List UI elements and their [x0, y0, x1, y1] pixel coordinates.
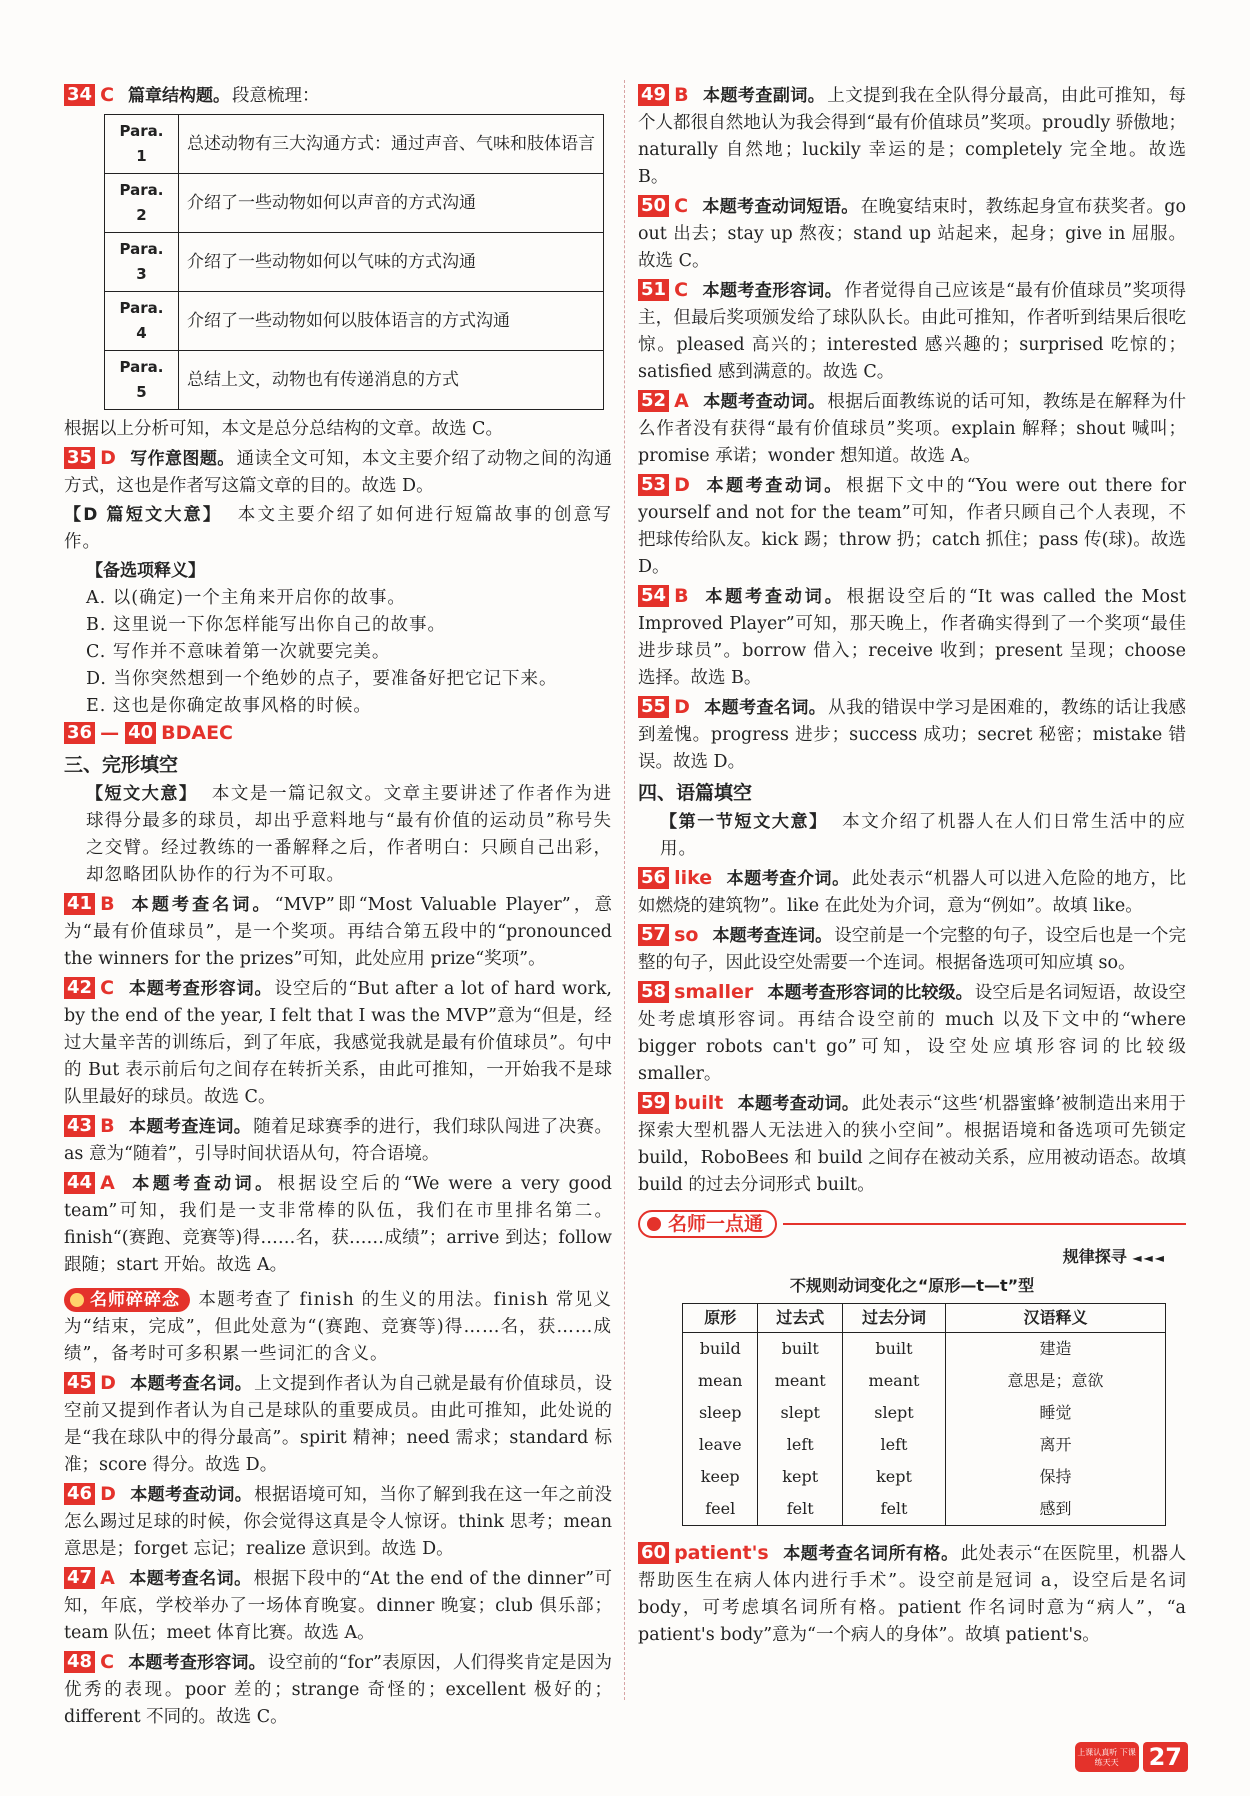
para-label: Para. 2	[105, 174, 179, 233]
question-type: 本题考查名词。	[703, 698, 827, 718]
answer-letter: C	[100, 977, 115, 999]
answer-letter: D	[674, 696, 690, 718]
question-number: 54	[638, 585, 669, 607]
answer-letter: C	[100, 1651, 115, 1673]
answer-45	[64, 1370, 612, 1479]
answer-34	[64, 82, 612, 110]
explanation: 随着足球赛季的进行，我们球队闯进了决赛。as 意为“随着”，引导时间状语从句，符合语境。	[64, 1117, 613, 1164]
page-footer	[1075, 1742, 1188, 1772]
table-cell: meant	[758, 1365, 843, 1397]
answer-letter: B	[100, 1115, 115, 1137]
para-summary: 介绍了一些动物如何以气味的方式沟通	[179, 233, 604, 292]
question-type: 本题考查动词。	[128, 1174, 276, 1194]
para-label: Para. 5	[105, 351, 179, 410]
question-number: 36	[64, 722, 95, 744]
explanation: 通读全文可知，本文主要介绍了动物之间的沟通方式，这也是作者写这篇文章的目的。故选 D。	[64, 449, 613, 496]
teacher-avatar-icon	[647, 1217, 661, 1231]
options-title: 【备选项释义】	[86, 561, 205, 581]
answer-50	[638, 193, 1186, 275]
answer-letter: C	[674, 279, 689, 301]
table-row	[683, 1397, 1166, 1429]
grammar-fill-summary	[638, 809, 1186, 863]
explanation: 设空后的“But after a lot of hard work, by the end of the year, I felt that I was the MVP”意为“但是，经过大量辛苦的训练后，到了年底，我感觉我就是最有价值球员”。句中的 But 表示前后句之间存在转折关系，由此可推知，一开始我不是球队里最好的球员。故选 C。	[64, 979, 612, 1107]
question-type: 本题考查名词。	[128, 1569, 252, 1589]
teacher-tip	[64, 1287, 612, 1368]
option-translations	[64, 558, 612, 720]
answer-46	[64, 1481, 612, 1563]
question-number: 60	[638, 1542, 669, 1564]
answer-letter: D	[674, 474, 690, 496]
question-type: 本题考查动词。	[702, 587, 845, 607]
para-label: Para. 1	[105, 115, 179, 174]
table-cell: left	[842, 1429, 945, 1461]
table-row	[683, 1365, 1166, 1397]
explanation: 上文提到我在全队得分最高，由此可推知，每个人都很自然地认为我会得到“最有价值球员”奖项。proudly 骄傲地；naturally 自然地；luckily 幸运的是；completely 完全地。故选 B。	[638, 86, 1187, 187]
passage-d-summary	[64, 502, 612, 556]
tip-text: 本题考查了 finish 的生义的用法。finish 常见义为“结束，完成”，但此处意为“(赛跑、竞赛等)得……名，获……成绩”，备考时可多积累一些词汇的含义。	[64, 1290, 612, 1364]
question-number: 42	[64, 977, 95, 999]
answer-57	[638, 922, 1186, 977]
table-cell: kept	[842, 1461, 945, 1493]
section-title: 三、完形填空	[64, 754, 179, 776]
explanation: 根据下段中的“At the end of the dinner”可知，年底，学校举办了一场体育晚宴。dinner 晚宴；club 俱乐部；team 队伍；meet 体育比赛。故选 A。	[64, 1569, 613, 1643]
question-type: 本题考查动词短语。	[702, 197, 859, 217]
question-type: 本题考查名词。	[128, 895, 273, 915]
summary-title: 【第一节短文大意】	[660, 812, 828, 832]
explanation: 根据语境可知，当你了解到我在这一年之前没怎么踢过足球的时候，你会觉得这真是令人惊讶。think 思考；mean 意思是；forget 忘记；realize 意识到。故选 D。	[64, 1485, 613, 1559]
summary-text: 本文是一篇记叙文。文章主要讲述了作者作为进球得分最多的球员，却出乎意料地与“最有价值的运动员”称号失之交臂。经过教练的一番解释之后，作者明白：只顾自己出彩，却忽略团队协作的行为不可取。	[86, 784, 612, 885]
explanation: 从我的错误中学习是困难的，教练的话让我感到羞愧。progress 进步；success 成功；secret 秘密；mistake 错误。故选 D。	[638, 698, 1187, 772]
table-cell: feel	[683, 1493, 758, 1526]
tip-tag-label: 名师碎碎念	[90, 1290, 180, 1310]
explanation: 设空前是一个完整的句子，设空后也是一个完整的句子，因此设空处需要一个连词。根据备选项可知应填 so。	[638, 926, 1187, 973]
question-type: 本题考查动词。	[737, 1094, 860, 1114]
table-cell: 意思是；意欲	[946, 1365, 1166, 1397]
answer-35	[64, 445, 612, 500]
explanation: 设空后是名词短语，故设空处考虑填形容词。再结合设空前的 much 以及下文中的“where bigger robots can't go”可知，设空处应填形容词的比较级 smaller。	[638, 983, 1187, 1084]
answer-word: smaller	[674, 981, 754, 1003]
answer-letter: A	[674, 390, 689, 412]
para-summary: 总述动物有三大沟通方式：通过声音、气味和肢体语言	[179, 115, 604, 174]
question-number: 58	[638, 981, 669, 1003]
question-type: 本题考查动词。	[703, 476, 844, 496]
explanation: 段意梳理：	[232, 86, 320, 106]
question-number: 45	[64, 1372, 95, 1394]
para-label: Para. 4	[105, 292, 179, 351]
question-type: 本题考查名词所有格。	[782, 1544, 959, 1564]
question-number: 46	[64, 1483, 95, 1505]
answer-word: like	[674, 867, 713, 889]
table-cell: 睡觉	[946, 1397, 1166, 1429]
summary-title: 【D 篇短文大意】	[64, 505, 223, 525]
table-cell: kept	[758, 1461, 843, 1493]
explanation: “MVP”即“Most Valuable Player”，意为“最有价值球员”，是一个奖项。再结合第五段中的“pronounced the winners for the prizes”可知，此处应用 prize“奖项”。	[64, 895, 613, 969]
table-cell: build	[683, 1333, 758, 1366]
column-header: 原形	[683, 1304, 758, 1333]
answer-44	[64, 1170, 612, 1279]
para-summary: 总结上文，动物也有传递消息的方式	[179, 351, 604, 410]
left-column	[64, 82, 612, 1733]
question-type: 本题考查形容词。	[128, 1653, 266, 1673]
column-header: 汉语释义	[946, 1304, 1166, 1333]
question-number: 44	[64, 1172, 95, 1194]
table-row	[105, 233, 604, 292]
table-cell: 离开	[946, 1429, 1166, 1461]
question-type: 篇章结构题。	[128, 86, 231, 106]
table-cell: meant	[842, 1365, 945, 1397]
teacher-note-banner	[638, 1209, 1186, 1239]
question-type: 本题考查形容词。	[128, 979, 273, 999]
question-number: 43	[64, 1115, 95, 1137]
answer-54	[638, 583, 1186, 692]
range-dash: —	[100, 722, 120, 744]
column-header: 过去分词	[842, 1304, 945, 1333]
banner-line	[783, 1223, 1186, 1225]
question-number: 57	[638, 924, 669, 946]
table-cell: built	[758, 1333, 843, 1366]
explanation: 根据设空后的“We were a very good team”可知，我们是一支非常棒的队伍，我们在市里排名第二。finish“(赛跑、竞赛等)得……名，获……成绩”；arrive 到达；follow 跟随；start 开始。故选 A。	[64, 1174, 613, 1275]
answer-53	[638, 472, 1186, 581]
option-item: C. 写作并不意味着第一次就要完美。	[86, 642, 391, 662]
explanation: 设空前的“for”表原因，人们得奖肯定是因为优秀的表现。poor 差的；strange 奇怪的；excellent 极好的；different 不同的。故选 C。	[64, 1653, 613, 1727]
answer-59	[638, 1090, 1186, 1199]
answer-word: built	[674, 1092, 724, 1114]
cloze-summary	[64, 781, 612, 889]
question-number: 56	[638, 867, 669, 889]
answer-letter: B	[674, 585, 689, 607]
explanation: 根据下文中的“You were out there for yourself and not for the team”可知，作者只顾自己个人表现，不把球传给队友。kick 踢；throw 扔；catch 抓住；pass 传(球)。故选 D。	[638, 476, 1186, 577]
question-type: 本题考查动词。	[129, 1485, 253, 1505]
table-row	[683, 1493, 1166, 1526]
explanation: 在晚宴结束时，教练起身宣布获奖者。go out 出去；stay up 熬夜；stand up 站起来，起身；give in 屈服。故选 C。	[638, 197, 1186, 271]
page-number: 27	[1143, 1742, 1188, 1772]
answer-58	[638, 979, 1186, 1088]
explanation: 根据后面教练说的话可知，教练是在解释为什么作者没有获得“最有价值球员”奖项。explain 解释；shout 喊叫；promise 承诺；wonder 想知道。故选 A。	[638, 392, 1187, 466]
tip-tag	[64, 1288, 190, 1312]
answer-36-40	[64, 720, 612, 748]
answer-letter: B	[674, 84, 689, 106]
question-type: 本题考查介词。	[726, 869, 850, 889]
summary-text: 本文主要介绍了如何进行短篇故事的创意写作。	[64, 505, 612, 552]
table-cell: built	[842, 1333, 945, 1366]
option-item: A. 以(确定)一个主角来开启你的故事。	[86, 588, 406, 608]
answer-word: patient's	[674, 1542, 769, 1564]
answer-letters: BDAEC	[161, 722, 234, 744]
para-summary: 介绍了一些动物如何以肢体语言的方式沟通	[179, 292, 604, 351]
answer-60	[638, 1540, 1186, 1649]
answer-52	[638, 388, 1186, 470]
rule-label: 规律探寻	[1062, 1247, 1127, 1266]
question-number: 34	[64, 84, 95, 106]
answer-47	[64, 1565, 612, 1647]
section-title: 四、语篇填空	[638, 782, 753, 804]
explanation: 此处表示“在医院里，机器人帮助医生在病人体内进行手术”。设空前是冠词 a，设空后是名词 body，可考虑填名词所有格。patient 作名词时意为“病人”，“a patient's body”意为“一个病人的身体”。故填 patient's。	[638, 1544, 1186, 1645]
question-number: 47	[64, 1567, 95, 1589]
explanation: 此处表示“机器人可以进入危险的地方，比如燃烧的建筑物”。like 在此处为介词，意为“例如”。故填 like。	[638, 869, 1187, 916]
table-cell: felt	[842, 1493, 945, 1526]
table-cell: mean	[683, 1365, 758, 1397]
question-type: 本题考查连词。	[128, 1117, 252, 1137]
answer-letter: B	[100, 893, 115, 915]
para-label: Para. 3	[105, 233, 179, 292]
irregular-verb-table	[682, 1303, 1166, 1526]
question-number: 59	[638, 1092, 669, 1114]
table-cell: leave	[683, 1429, 758, 1461]
teacher-note-tag	[638, 1210, 777, 1238]
question-type: 本题考查形容词的比较级。	[767, 983, 973, 1003]
summary-title: 【短文大意】	[86, 784, 198, 804]
answer-43	[64, 1113, 612, 1168]
table-row	[683, 1333, 1166, 1366]
paragraph-table	[104, 114, 604, 410]
question-number: 51	[638, 279, 669, 301]
answer-letter: C	[100, 84, 115, 106]
table-cell: slept	[758, 1397, 843, 1429]
question-number: 52	[638, 390, 669, 412]
answer-34-conclusion: 根据以上分析可知，本文是总分总结构的文章。故选 C。	[64, 419, 503, 439]
table-cell: slept	[842, 1397, 945, 1429]
option-item: B. 这里说一下你怎样能写出你自己的故事。	[86, 615, 446, 635]
answer-letter: C	[674, 195, 689, 217]
column-header: 过去式	[758, 1304, 843, 1333]
question-number: 35	[64, 447, 95, 469]
table-cell: sleep	[683, 1397, 758, 1429]
question-type: 本题考查连词。	[712, 926, 833, 946]
question-number: 41	[64, 893, 95, 915]
teacher-note-label: 名师一点通	[668, 1213, 764, 1235]
brand-logo: 上课认真听 下课练天天	[1075, 1742, 1139, 1772]
answer-48	[64, 1649, 612, 1731]
answer-56	[638, 865, 1186, 920]
question-number: 53	[638, 474, 669, 496]
table-row	[105, 351, 604, 410]
question-number: 55	[638, 696, 669, 718]
answer-55	[638, 694, 1186, 776]
table-row	[683, 1429, 1166, 1461]
table-cell: felt	[758, 1493, 843, 1526]
answer-42	[64, 975, 612, 1111]
explanation: 此处表示“这些‘机器蜜蜂’被制造出来用于探索大型机器人无法进入的狭小空间”。根据语境和备选项可先锁定 build，RoboBees 和 build 之间存在被动关系，应用被动语态。故填 build 的过去分词形式 built。	[638, 1094, 1186, 1195]
table-cell: 建造	[946, 1333, 1166, 1366]
explanation: 上文提到作者认为自己就是最有价值球员，设空前又提到作者认为自己是球队的重要成员。由此可推知，此处说的是“我在球队中的得分最高”。spirit 精神；need 需求；standard 标准；score 得分。故选 D。	[64, 1374, 613, 1475]
question-type: 本题考查动词。	[702, 392, 826, 412]
table-row	[105, 174, 604, 233]
table-row	[683, 1461, 1166, 1493]
question-type: 本题考查形容词。	[702, 281, 843, 301]
table-cell: left	[758, 1429, 843, 1461]
table-row	[105, 292, 604, 351]
column-divider	[624, 80, 625, 1700]
answer-51	[638, 277, 1186, 386]
question-number: 50	[638, 195, 669, 217]
verb-table-title: 不规则动词变化之“原形—t—t”型	[789, 1276, 1035, 1295]
teacher-avatar-icon	[70, 1293, 84, 1307]
option-item: E. 这也是你确定故事风格的时候。	[86, 696, 372, 716]
table-header	[683, 1304, 1166, 1333]
para-summary: 介绍了一些动物如何以声音的方式沟通	[179, 174, 604, 233]
table-cell: 感到	[946, 1493, 1166, 1526]
explanation: 根据设空后的“It was called the Most Improved Player”可知，那天晚上，作者确实得到了一个奖项“最佳进步球员”。borrow 借入；receive 收到；present 呈现；choose 选择。故选 B。	[638, 587, 1187, 688]
summary-text: 本文介绍了机器人在人们日常生活中的应用。	[660, 812, 1186, 859]
answer-word: so	[674, 924, 699, 946]
arrow-left-icon: ◄◄◄	[1132, 1251, 1166, 1265]
explanation: 作者觉得自己应该是“最有价值球员”奖项得主，但最后奖项颁发给了球队队长。由此可推知，作者听到结果后很吃惊。pleased 高兴的；interested 感兴趣的；surprised 吃惊的；satisfied 感到满意的。故选 C。	[638, 281, 1187, 382]
table-row	[105, 115, 604, 174]
answer-letter: D	[100, 1372, 116, 1394]
answer-letter: A	[100, 1172, 115, 1194]
rule-heading	[638, 1243, 1166, 1272]
question-number: 40	[125, 722, 156, 744]
question-type: 本题考查副词。	[702, 86, 826, 106]
answer-letter: D	[100, 1483, 116, 1505]
answer-41	[64, 891, 612, 973]
question-type: 写作意图题。	[129, 449, 235, 469]
option-item: D. 当你突然想到一个绝妙的点子，要准备好把它记下来。	[86, 669, 558, 689]
question-number: 48	[64, 1651, 95, 1673]
table-cell: keep	[683, 1461, 758, 1493]
answer-letter: A	[100, 1567, 115, 1589]
answer-letter: D	[100, 447, 116, 469]
table-cell: 保持	[946, 1461, 1166, 1493]
question-type: 本题考查名词。	[129, 1374, 253, 1394]
answer-49	[638, 82, 1186, 191]
right-column	[638, 82, 1186, 1651]
question-number: 49	[638, 84, 669, 106]
